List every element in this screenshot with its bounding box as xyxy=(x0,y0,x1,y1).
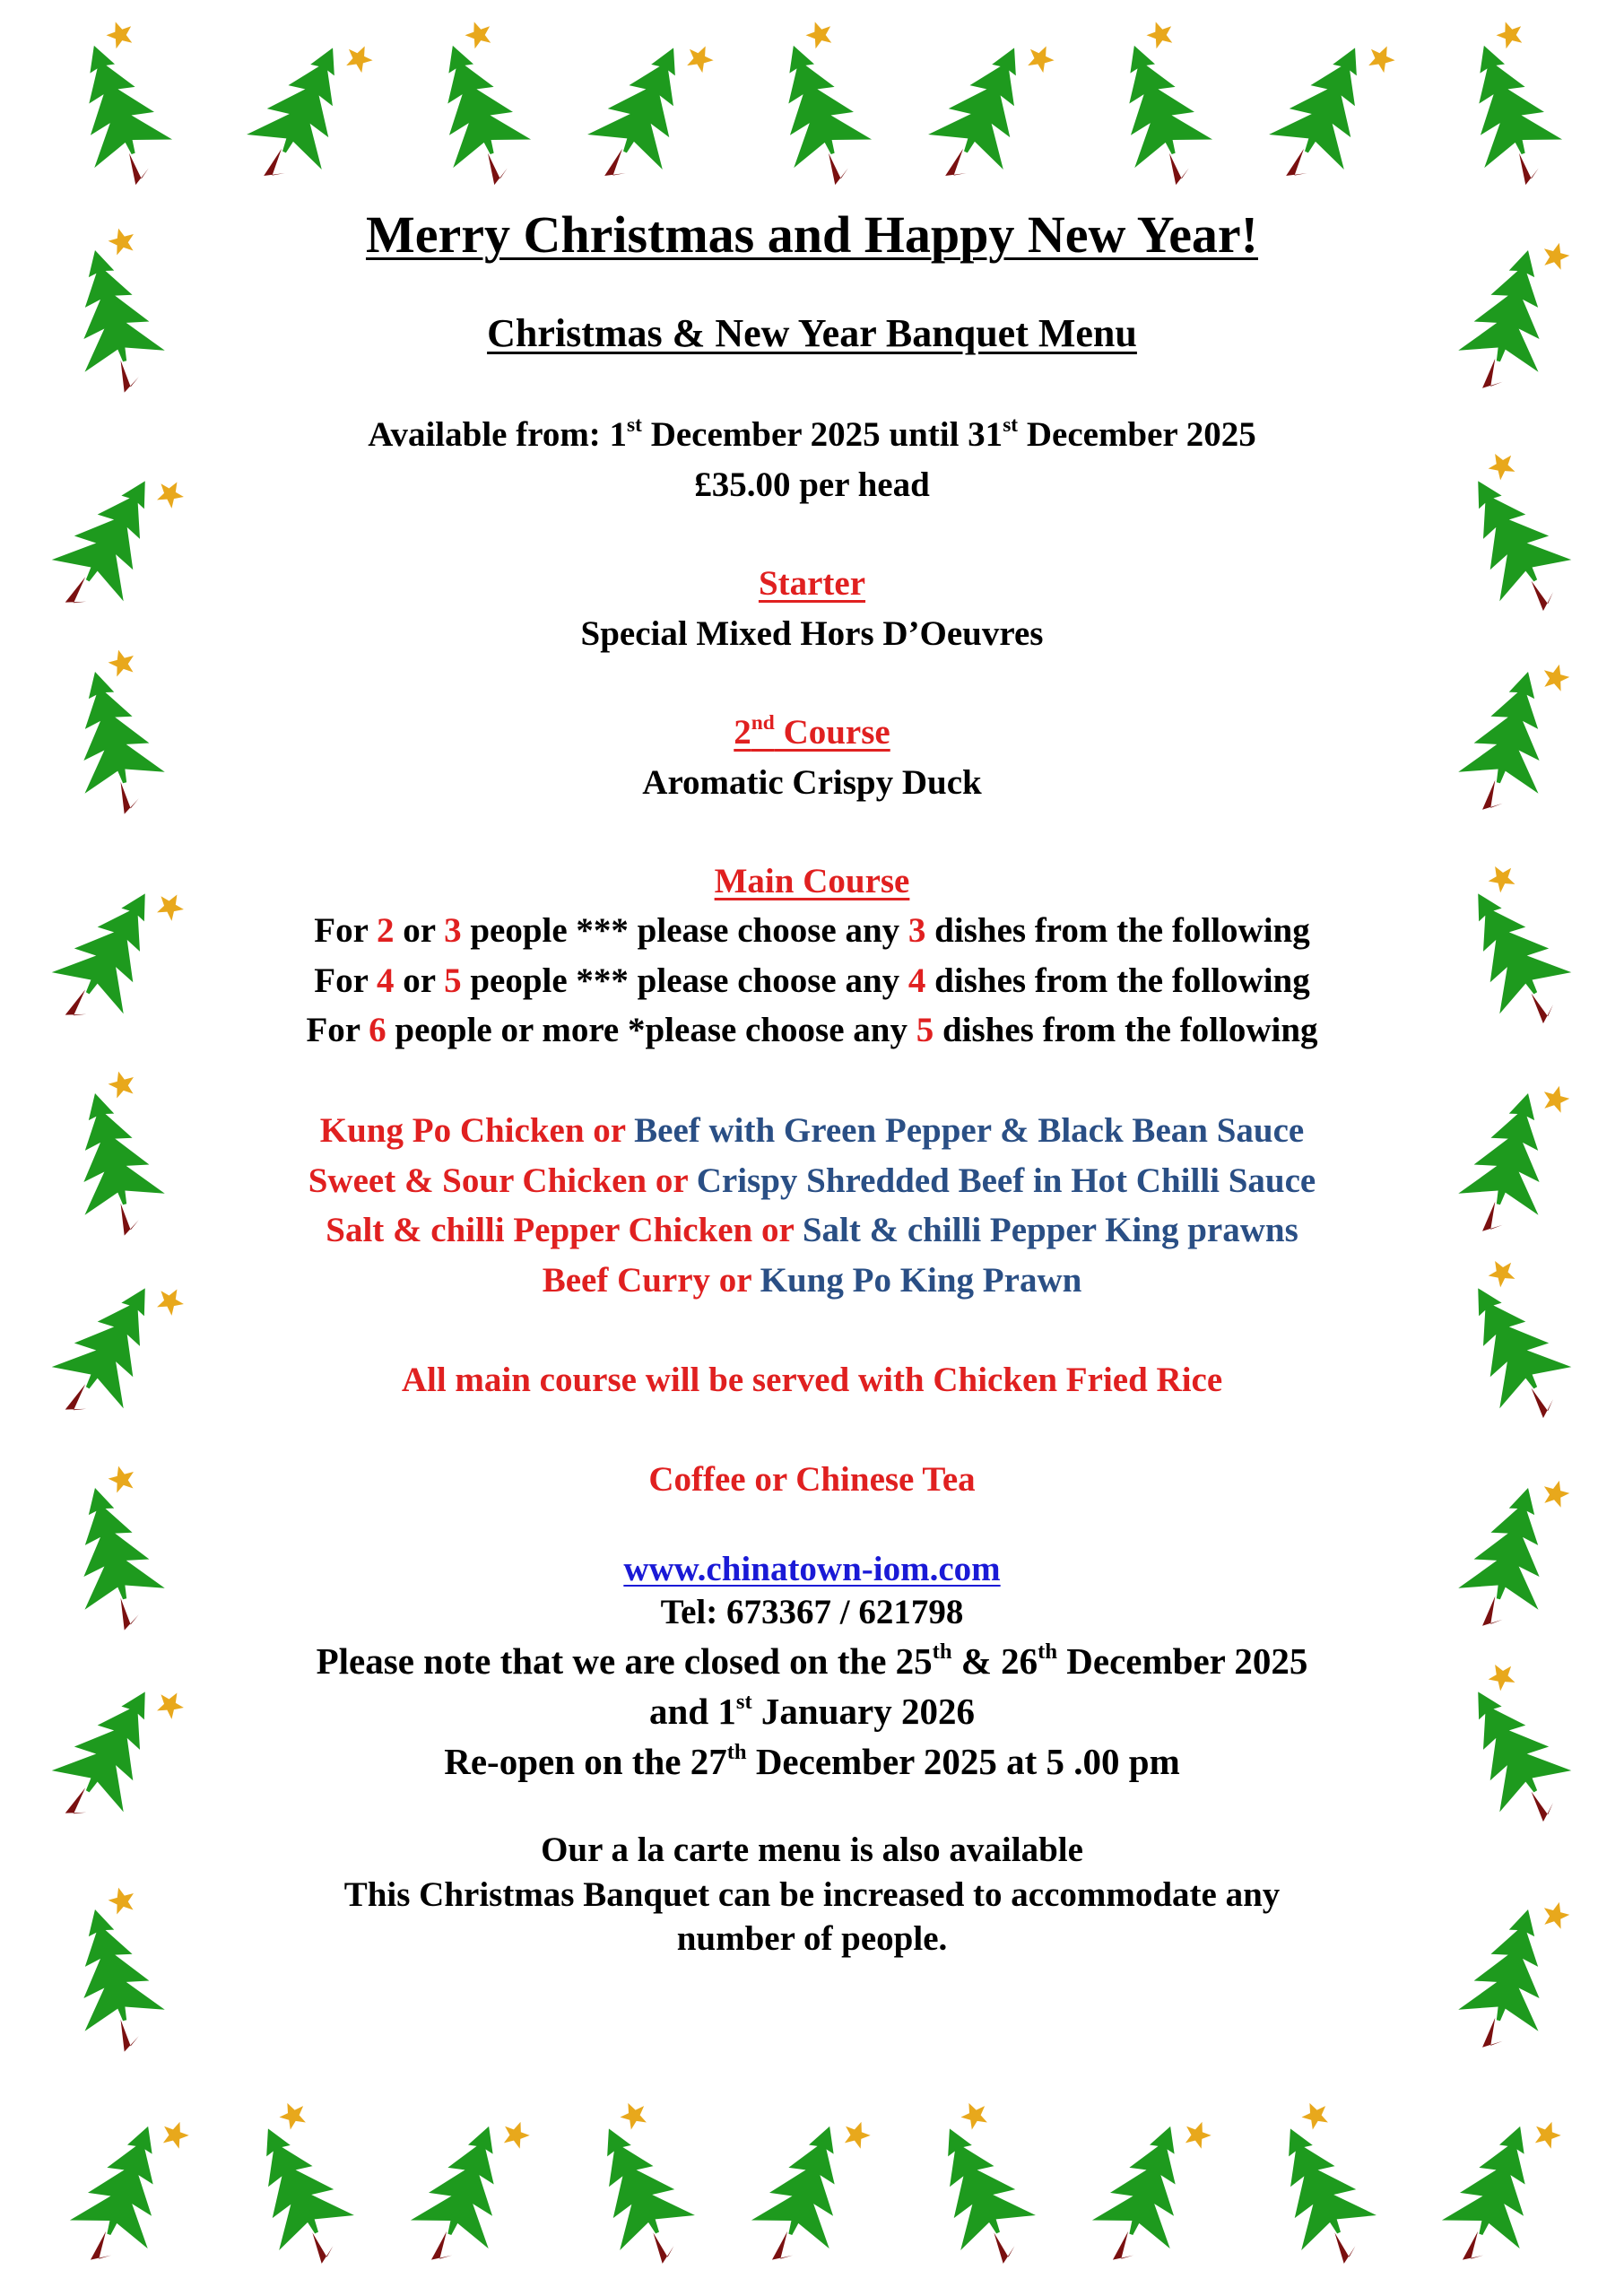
reopen-note: Re-open on the 27th December 2025 at 5 .00 pm xyxy=(444,1739,1180,1782)
christmas-tree-icon xyxy=(51,1068,172,1244)
christmas-tree-icon xyxy=(1435,1658,1586,1839)
christmas-tree-icon xyxy=(51,647,172,822)
christmas-tree-icon xyxy=(51,1463,172,1639)
main-course-rule: For 6 people or more *please choose any 5 dishes from the following xyxy=(306,1011,1318,1049)
footer-note: This Christmas Banquet can be increased to accommodate any xyxy=(343,1875,1281,1914)
christmas-tree-icon xyxy=(916,17,1058,197)
christmas-tree-icon xyxy=(906,2098,1048,2278)
christmas-tree-icon xyxy=(234,17,377,197)
christmas-tree-icon xyxy=(37,1255,188,1435)
christmas-tree-icon xyxy=(1440,17,1573,196)
christmas-tree-icon xyxy=(1435,1255,1586,1435)
price: £35.00 per head xyxy=(694,465,930,504)
telephone: Tel: 673367 / 621798 xyxy=(660,1593,964,1631)
christmas-tree-icon xyxy=(565,2098,708,2278)
christmas-tree-icon xyxy=(1451,1884,1572,2060)
menu-subtitle: Christmas & New Year Banquet Menu xyxy=(487,311,1137,355)
website-link[interactable]: www.chinatown-iom.com xyxy=(623,1550,1001,1588)
availability-dates: Available from: 1st December 2025 until 31st December 2025 xyxy=(368,413,1256,454)
christmas-tree-icon xyxy=(1435,448,1586,628)
christmas-tree-icon xyxy=(409,17,542,196)
christmas-tree-icon xyxy=(37,1658,188,1839)
closure-note: Please note that we are closed on the 25th & 26th December 2025 xyxy=(316,1639,1308,1682)
footer-note: number of people. xyxy=(676,1919,948,1958)
drinks: Coffee or Chinese Tea xyxy=(648,1460,976,1499)
christmas-tree-icon xyxy=(575,17,717,197)
christmas-tree-icon xyxy=(1081,2098,1214,2276)
christmas-tree-icon xyxy=(1435,860,1586,1040)
second-course-heading: 2nd Course xyxy=(734,710,890,752)
website-link-row xyxy=(206,1549,1418,1589)
christmas-tree-icon xyxy=(37,448,188,628)
christmas-tree-icon xyxy=(1256,17,1399,197)
christmas-tree-icon xyxy=(51,225,172,401)
christmas-tree-icon xyxy=(750,17,882,196)
starter-heading: Starter xyxy=(758,564,866,603)
christmas-tree-icon xyxy=(1451,647,1572,822)
christmas-tree-icon xyxy=(400,2098,533,2276)
served-with-note: All main course will be served with Chicken Fried Rice xyxy=(401,1361,1223,1399)
christmas-tree-icon xyxy=(1451,225,1572,401)
christmas-tree-icon xyxy=(37,860,188,1040)
main-course-rule: For 2 or 3 people *** please choose any 3 dishes from the following xyxy=(314,911,1310,950)
christmas-tree-icon xyxy=(741,2098,873,2276)
christmas-tree-icon xyxy=(1451,1068,1572,1244)
starter-dish: Special Mixed Hors D’Oeuvres xyxy=(580,614,1044,653)
christmas-tree-icon xyxy=(224,2098,367,2278)
second-course-dish: Aromatic Crispy Duck xyxy=(642,763,982,802)
main-course-option: Kung Po Chicken or Beef with Green Pepper & Black Bean Sauce xyxy=(319,1111,1305,1150)
christmas-tree-icon xyxy=(50,17,183,196)
christmas-tree-icon xyxy=(1090,17,1223,196)
main-course-option: Beef Curry or Kung Po King Prawn xyxy=(542,1261,1082,1300)
christmas-tree-icon xyxy=(1431,2098,1564,2276)
christmas-tree-icon xyxy=(1451,1463,1572,1639)
footer-note: Our a la carte menu is also available xyxy=(541,1831,1083,1869)
christmas-tree-icon xyxy=(51,1884,172,2060)
page-title: Merry Christmas and Happy New Year! xyxy=(365,205,1258,264)
main-course-option: Sweet & Sour Chicken or Crispy Shredded Beef in Hot Chilli Sauce xyxy=(308,1161,1316,1200)
christmas-tree-icon xyxy=(1246,2098,1389,2278)
main-course-heading: Main Course xyxy=(714,862,910,900)
christmas-tree-icon xyxy=(59,2098,192,2276)
main-course-option: Salt & chilli Pepper Chicken or Salt & chilli Pepper King prawns xyxy=(326,1211,1298,1249)
main-course-rule: For 4 or 5 people *** please choose any 4 dishes from the following xyxy=(314,961,1310,1000)
closure-note-date: and 1st January 2026 xyxy=(649,1689,975,1732)
